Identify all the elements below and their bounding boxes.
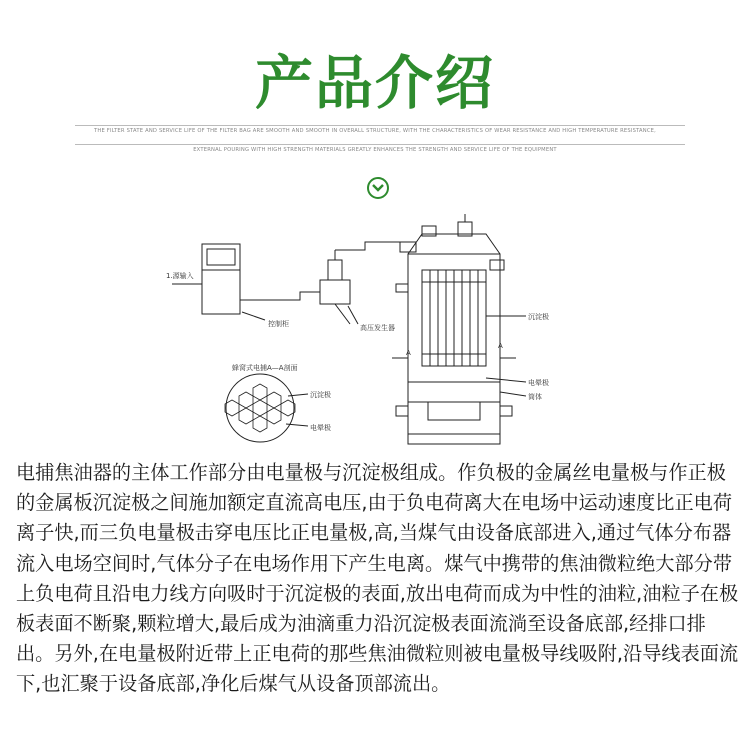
- label-section-title: 蜂窝式电捕A—A剖面: [232, 364, 298, 372]
- subtitle-line-1: THE FILTER STATE AND SERVICE LIFE OF THE FILTER BAG ARE SMOOTH AND SMOOTH IN OVERALL STRUCTURE, WITH THE CHARACTERISTICS OF WEAR RESISTANCE AND HIGH TEMPERATURE RESISTANCE,: [93, 128, 657, 134]
- title-rule-bottom: [75, 144, 685, 145]
- page-title: 产品介绍: [254, 49, 495, 117]
- title-rule-top: [75, 125, 685, 126]
- label-settling-electrode: 沉淀极: [528, 313, 549, 321]
- subtitle-line-2: EXTERNAL POURING WITH HIGH STRENGTH MATERIALS GREATLY ENHANCES THE STRENGTH AND SERVICE LIFE OF THE EQUIPMENT: [193, 147, 557, 153]
- label-shell: 筒体: [528, 393, 542, 401]
- section-mark-right: A: [498, 342, 503, 350]
- product-description: 电捕焦油器的主体工作部分由电量极与沉淀极组成。作负极的金属丝电量极与作正极的金属板沉淀极之间施加额定直流高电压,由于负电荷离大在电场中运动速度比正电荷离子快,而三负电量极击穿电压比正电量极,高,当煤气由设备底部进入,通过气体分布器流入电场空间时,气体分子在电场作用下产生电离。煤气中携带的焦油微粒绝大部分带上负电荷且沿电力线方向吸时于沉淀极的表面,放出电荷而成为中性的油粒,油粒子在极板表面不断聚,颗粒增大,最后成为油滴重力沿沉淀极表面流淌至设备底部,经排口排出。另外,在电量极附近带上正电荷的那些焦油微粒则被电量极导线吸附,沿导线表面流下,也汇聚于设备底部,净化后煤气从设备顶部流出。: [16, 461, 739, 696]
- label-control-cabinet: 控制柜: [268, 320, 289, 328]
- label-corona-electrode: 电晕极: [528, 379, 549, 387]
- label-section-corona: 电晕极: [310, 424, 331, 432]
- chevron-down-icon: [372, 183, 384, 193]
- electro-tar-precipitator-diagram: [160, 212, 580, 452]
- section-badge: [367, 177, 389, 199]
- label-hv-generator: 高压发生器: [360, 324, 395, 332]
- label-section-settling: 沉淀极: [310, 391, 331, 399]
- label-power-input: 1.源输入: [166, 272, 194, 280]
- section-mark-left: A: [406, 349, 411, 357]
